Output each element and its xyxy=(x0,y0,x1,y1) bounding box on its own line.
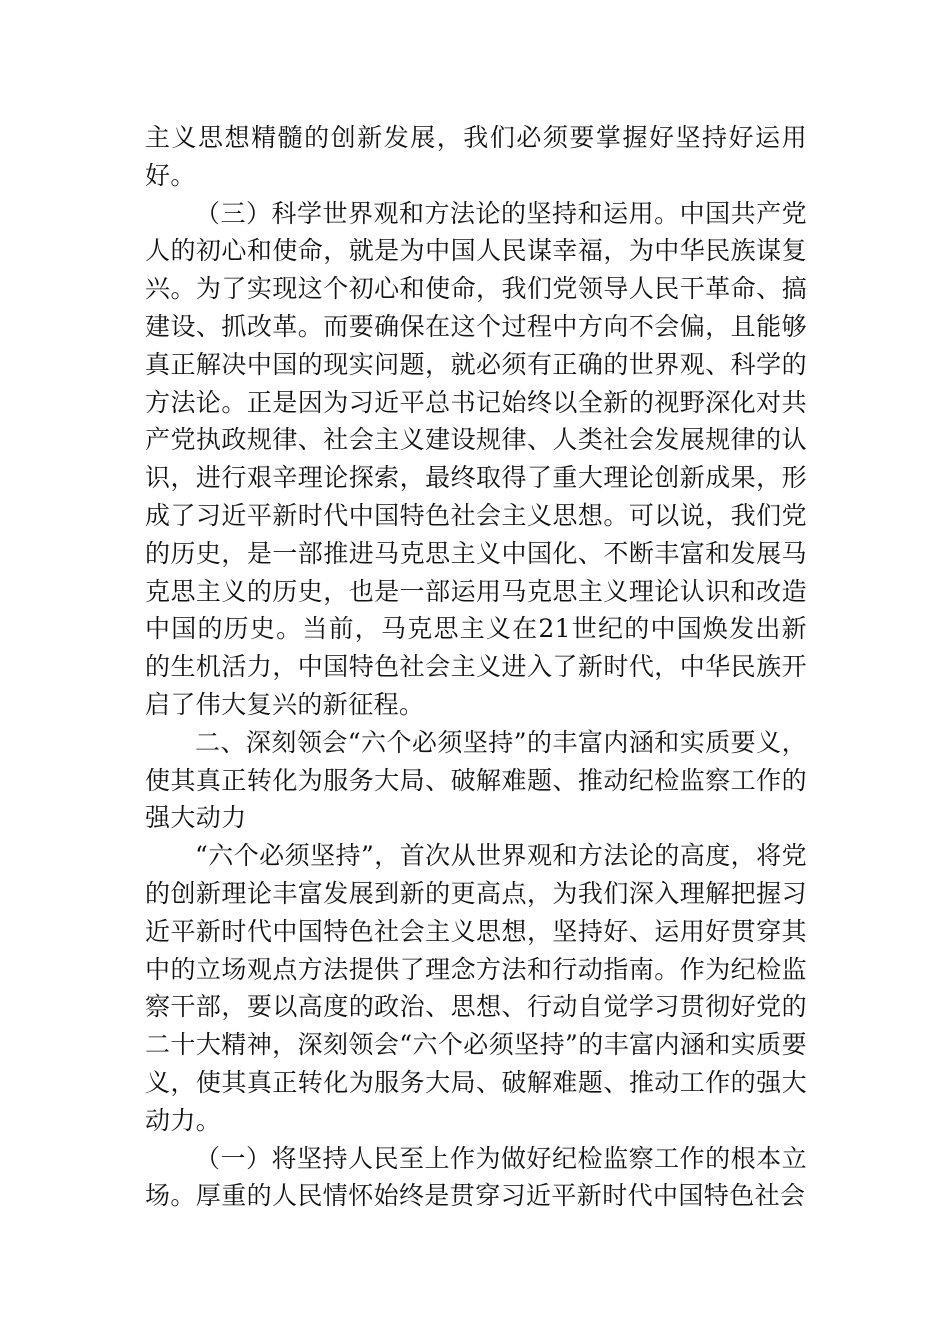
paragraph-section-one: （一）将坚持人民至上作为做好纪检监察工作的根本立场。厚重的人民情怀始终是贯穿习近平新时代中国特色社会 xyxy=(145,1143,807,1211)
paragraph-continuation: 主义思想精髓的创新发展，我们必须要掌握好坚持好运用好。 xyxy=(145,123,807,190)
document-body xyxy=(145,119,807,1215)
heading-part-two: 二、深刻领会“六个必须坚持”的丰富内涵和实质要义，使其真正转化为服务大局、破解难题、推动纪检监察工作的强大动力 xyxy=(145,727,807,833)
paragraph-six-must-adhere: “六个必须坚持”，首次从世界观和方法论的高度，将党的创新理论丰富发展到新的更高点，为我们深入理解把握习近平新时代中国特色社会主义思想，坚持好、运用好贯穿其中的立场观点方法提供了理念方法和行动指南。作为纪检监察干部，要以高度的政治、思想、行动自觉学习贯彻好党的二十大精神，深刻领会“六个必须坚持”的丰富内涵和实质要义，使其真正转化为服务大局、破解难题、推动工作的强大动力。 xyxy=(145,841,807,1135)
paragraph-section-three: （三）科学世界观和方法论的坚持和运用。中国共产党人的初心和使命，就是为中国人民谋幸福，为中华民族谋复兴。为了实现这个初心和使命，我们党领导人民干革命、搞建设、抓改革。而要确保在这个过程中方向不会偏，且能够真正解决中国的现实问题，就必须有正确的世界观、科学的方法论。正是因为习近平总书记始终以全新的视野深化对共产党执政规律、社会主义建设规律、人类社会发展规律的认识，进行艰辛理论探索，最终取得了重大理论创新成果，形成了习近平新时代中国特色社会主义思想。可以说，我们党的历史，是一部推进马克思主义中国化、不断丰富和发展马克思主义的历史，也是一部运用马克思主义理论认识和改造中国的历史。当前，马克思主义在21世纪的中国焕发出新的生机活力，中国特色社会主义进入了新时代，中华民族开启了伟大复兴的新征程。 xyxy=(145,198,807,719)
